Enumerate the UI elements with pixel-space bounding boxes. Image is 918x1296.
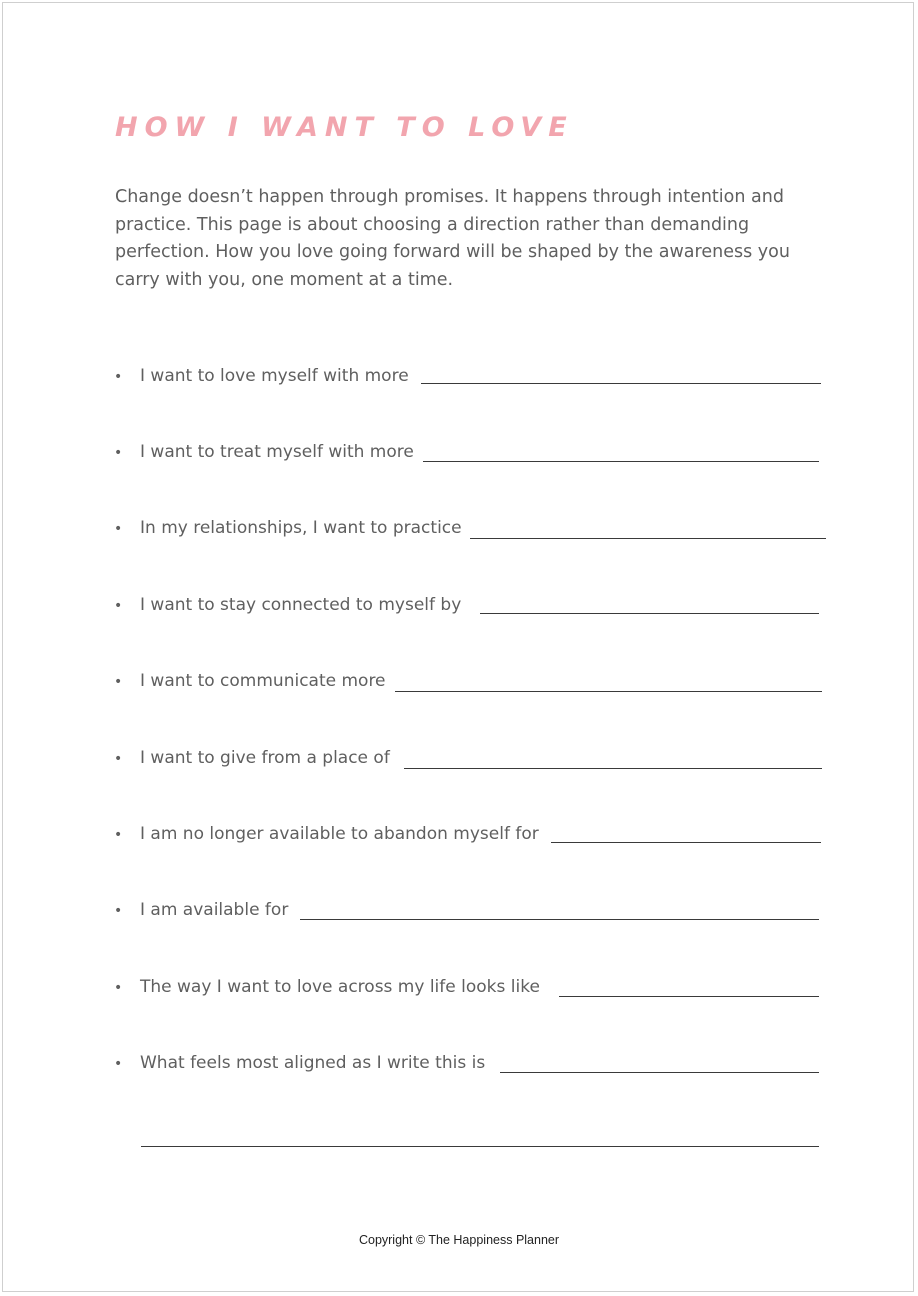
prompt-item — [114, 748, 390, 772]
bullet: • — [114, 369, 123, 385]
prompt-item — [114, 977, 540, 1001]
answer-line[interactable] — [559, 996, 819, 997]
copyright-footer: Copyright © The Happiness Planner — [358, 1233, 560, 1247]
prompt-label: I want to communicate more — [140, 671, 386, 691]
prompt-item — [114, 824, 539, 848]
prompt-item — [114, 671, 386, 695]
answer-line[interactable] — [421, 383, 821, 384]
page-title: HOW I WANT TO LOVE — [115, 112, 574, 143]
intro-paragraph: Change doesn’t happen through promises. It happens through intention and practice. This page is about choosing a direction rather than demanding perfection. How you love going forward will be shaped by the awareness you carry with you, one moment at a time. — [115, 187, 790, 290]
prompt-label: I want to give from a place of — [140, 748, 390, 768]
answer-line[interactable] — [551, 842, 821, 843]
answer-line[interactable] — [470, 538, 826, 539]
prompt-item — [114, 518, 462, 542]
extra-answer-line[interactable] — [141, 1146, 819, 1147]
prompt-label: I am available for — [140, 900, 289, 920]
answer-line[interactable] — [395, 691, 822, 692]
bullet: • — [114, 598, 123, 614]
prompt-item — [114, 1053, 485, 1077]
prompt-label: I want to love myself with more — [140, 366, 409, 386]
answer-line[interactable] — [300, 919, 819, 920]
answer-line[interactable] — [500, 1072, 819, 1073]
prompt-label: What feels most aligned as I write this is — [140, 1053, 486, 1073]
prompt-label: I want to stay connected to myself by — [140, 595, 462, 615]
prompt-label: The way I want to love across my life looks like — [140, 977, 540, 997]
prompt-item — [114, 595, 461, 619]
bullet: • — [114, 903, 123, 919]
answer-line[interactable] — [404, 768, 822, 769]
answer-line[interactable] — [480, 613, 819, 614]
prompt-label: I want to treat myself with more — [140, 442, 414, 462]
bullet: • — [114, 751, 123, 767]
prompt-item — [114, 442, 414, 466]
bullet: • — [114, 521, 123, 537]
bullet: • — [114, 445, 123, 461]
answer-line[interactable] — [423, 461, 819, 462]
prompt-label: In my relationships, I want to practice — [140, 518, 462, 538]
bullet: • — [114, 1056, 123, 1072]
bullet: • — [114, 980, 123, 996]
bullet: • — [114, 827, 123, 843]
prompt-item — [114, 900, 288, 924]
prompt-label: I am no longer available to abandon myself for — [140, 824, 539, 844]
prompt-item — [114, 366, 409, 390]
bullet: • — [114, 674, 123, 690]
